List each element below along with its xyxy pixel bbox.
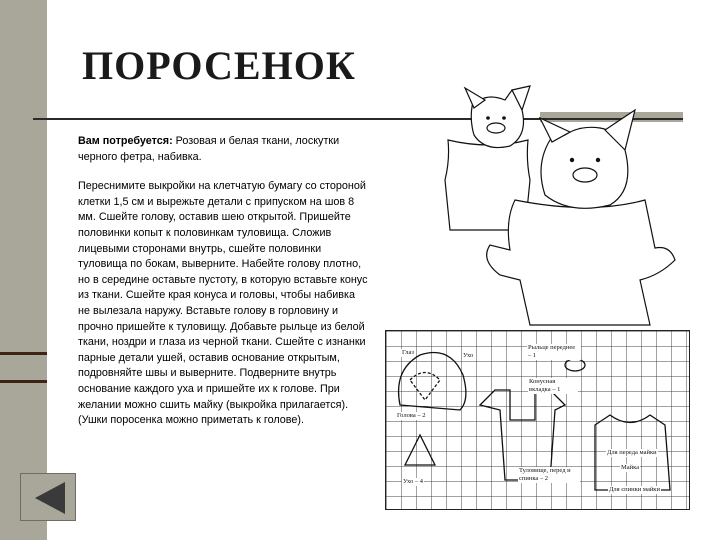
triangle-left-icon [21,474,77,522]
left-accent-strip [0,0,47,540]
pattern-label-body: Туловище, перед и спинка – 2 [518,467,580,483]
requirements-label: Вам потребуется: [78,135,173,147]
pattern-label-shirt: Майка [621,464,640,471]
pattern-label-cone: Конусная вкладка – 1 [528,378,578,394]
front-pig-eye [596,158,600,162]
instructions-paragraph: Переснимите выкройки на клетчатую бумагу со стороной клетки 1,5 см и вырежьте детали с припуском на шов 8 мм. Сшейте голову, оставив шею открытой. Пришейте половинки копыт к половинкам туловища. Сложив лицевыми сторонами внутрь, сшейте половинки туловища по бокам, выверните. Набейте голову плотно, но в середине оставьте пустоту, в которую вставьте конус из ткани. Сшейте края конуса и головы, чтобы набивка не вылезала наружу. Вставьте голову в горловину и прочно пришейте к туловищу. Добавьте рыльце из белой ткани, ноздри и глаза из черной ткани. Сшейте с изнанки парные детали ушей, оставив основание открытым, подровняйте швы и выверните. Подверните внутрь основание каждого уха и пришейте их к голове. При желании можно сшить майку (выкройка прилагается). [78,180,368,411]
back-pig-snout [487,123,505,133]
back-pig-eye [486,116,490,120]
pattern-label-snout: Рыльце переднее – 1 [527,344,581,360]
slide-title: ПОРОСЕНОК [82,43,356,88]
front-pig-eye [570,158,574,162]
instructions-block [78,134,368,429]
accent-divider [0,352,47,355]
note-paragraph: (Ушки поросенка можно приметать к голове). [78,414,305,427]
front-pig-snout [573,168,597,182]
snout-pattern [565,359,585,371]
cone-pattern [410,373,440,401]
pattern-label-head: Голова – 2 [397,412,426,419]
requirements-paragraph [78,134,368,165]
pattern-label-ear: Ухо [463,352,474,359]
back-button[interactable] [20,473,76,521]
accent-divider [0,380,47,383]
pattern-label-ear-small: Ухо – 4 [403,478,423,485]
pattern-label-eye: Глаз [402,349,414,356]
requirements-text: Розовая и белая ткани, лоскутки черного фетра, набивка. [78,135,340,163]
pattern-label-shirt-back: Для спинки майки [609,486,660,493]
front-pig-body [487,200,675,325]
back-pig-eye [502,116,506,120]
ear-pattern [405,435,435,465]
pig-puppet-illustration [430,80,700,330]
pattern-label-shirt-front: Для переда майки [607,449,657,456]
head-pattern [399,353,466,411]
